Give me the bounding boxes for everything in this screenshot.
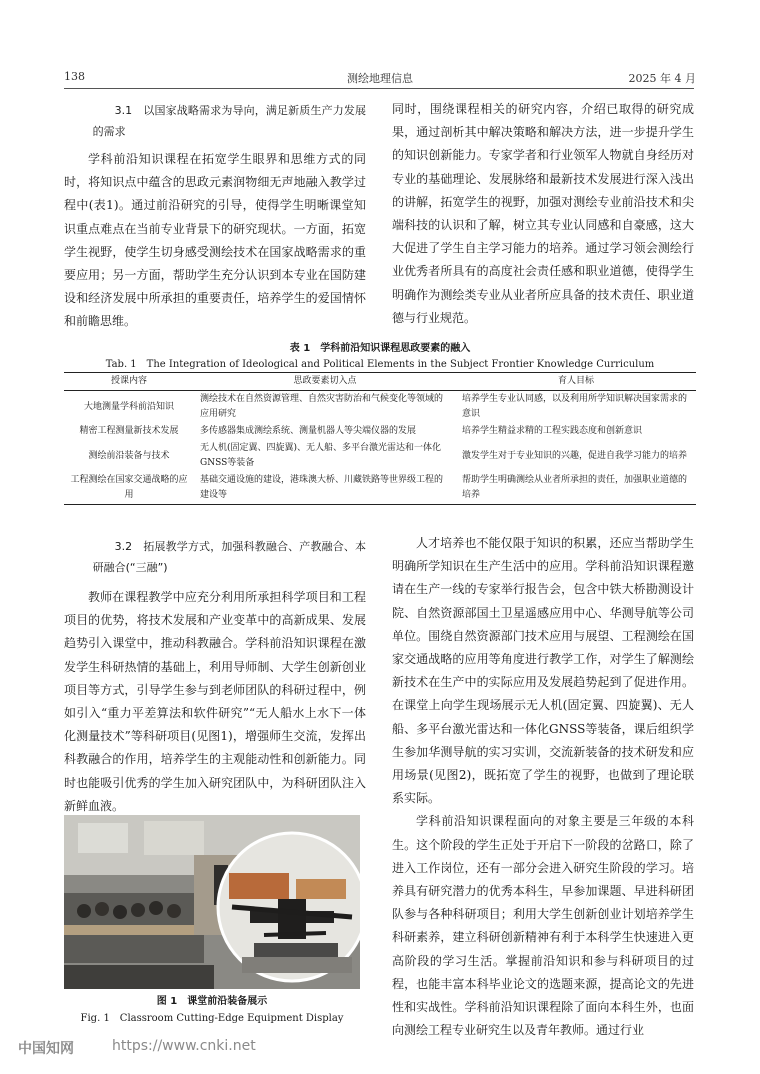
figure-1-photo <box>64 815 360 989</box>
paragraph: 学科前沿知识课程在拓宽学生眼界和思维方式的同时，将知识点中蕴含的思政元素润物细无声地融入教学过程中(表1)。通过前沿研究的引导，使得学生明晰课堂知识重点难点在当前专业背景下的研究现状。一方面，拓宽学生视野，使学生切身感受测绘技术在国家战略需求的重要应用；另一方面，帮助学生充分认识到本专业在国防建设和经济发展中所承担的重要责任，培养学生的爱国情怀和前瞻思维。 <box>64 152 366 329</box>
paragraph: 人才培养也不能仅限于知识的积累，还应当帮助学生明确所学知识在生产生活中的应用。学科前沿知识课程邀请在生产一线的专家举行报告会，包含中铁大桥勘测设计院、自然资源部国土卫星遥感应用中心、华测导航等公司单位。围绕自然资源部门技术应用与展望、工程测绘在国家交通战略的应用等角度进行教学工作，对学生了解测绘新技术在生产中的实际应用及发展趋势起到了促进作用。在课堂上向学生现场展示无人机(固定翼、四旋翼)、无人船、多平台激光雷达和一体化GNSS等装备，课后组织学生参加华测导航的实习实训，交流新装备的技术研发和应用场景(见图2)，既拓宽了学生的视野，也做到了理论联系实际。 <box>392 536 694 806</box>
page-number: 138 <box>64 70 85 83</box>
figure-caption-en: Fig. 1 Classroom Cutting-Edge Equipment Display <box>80 1013 344 1024</box>
paragraph: 教师在课程教学中应充分利用所承担科学项目和工程项目的优势，将技术发展和产业变革中的高新成果、发展趋势引入课堂中，推动科教融合。学科前沿知识课程在激发学生科研热情的基础上，利用导师制、大学生创新创业项目等方式，引导学生参与到老师团队的科研过程中，例如引入“重力平差算法和软件研究”“无人船水上水下一体化测量技术”等科研项目(见图1)，增强师生交流，发挥出科教融合的作用，培养学生的主观能动性和创新能力。同时也能吸引优秀的学生加入研究团队中，为科研团队注入新鲜血液。 <box>64 590 366 813</box>
classroom-equipment-photo <box>64 815 360 989</box>
table-cell: 测绘前沿装备与技术 <box>88 450 170 461</box>
paragraph: 同时，围绕课程相关的研究内容，介绍已取得的研究成果，通过剖析其中解决策略和解决方法，进一步提升学生的知识创新能力。专家学者和行业领军人物就自身经历对专业的基础理论、发展脉络和最新技术发展进行深入浅出的讲解，拓宽学生的视野，加强对测绘专业前沿技术和尖端科技的认识和了解，树立其专业认同感和自豪感，这大大促进了学生自主学习能力的培养。通过学习领会测绘行业优秀者所具有的高度社会责任感和职业道德，使得学生明确作为测绘类专业从业者所应具备的技术责任、职业道德与行业规范。 <box>392 102 694 325</box>
issue-date: 2025 年 4 月 <box>628 72 696 85</box>
table-caption-zh: 表 1 学科前沿知识课程思政要素的融入 <box>289 343 471 354</box>
left-column-bottom <box>64 536 366 818</box>
section-title-3-1: 3.1 以国家战略需求为导向，满足新质生产力发展的需求 <box>92 104 366 138</box>
paragraph: 学科前沿知识课程面向的对象主要是三年级的本科生。这个阶段的学生正处于开启下一阶段的岔路口，除了进入工作岗位，还有一部分会进入研究生阶段的学习。培养具有研究潜力的优秀本科生，早参加课题、早进科研团队参与各种科研项目；利用大学生创新创业计划培养学生科研素养，建立科研创新精神有利于本科学生快速进入更高阶段的学习生活。掌握前沿知识和参与科研项目的过程，也能丰富本科毕业论文的选题来源，提高论文的先进性和实战性。学科前沿知识课程除了面向本科生外，也面向测绘工程专业研究生以及青年教师。通过行业 <box>392 814 694 1038</box>
cnki-logo-text: 中国知网 <box>18 1041 74 1057</box>
table-cell: 工程测绘在国家交通战略的应用 <box>64 472 194 505</box>
table-caption-en: Tab. 1 The Integration of Ideological and Political Elements in the Subject Frontier Knowledge Curriculum <box>105 359 655 370</box>
figure-caption-zh: 图 1 课堂前沿装备展示 <box>156 996 268 1007</box>
section-title-3-2: 3.2 拓展教学方式，加强科教融合、产教融合、本研融合(“三融”) <box>92 540 366 574</box>
table-1 <box>64 372 696 505</box>
table-cell: 测绘技术在自然资源管理、自然灾害防治和气候变化等领域的应用研究 <box>200 394 444 419</box>
table-cell: 精密工程测量新技术发展 <box>79 426 179 436</box>
table-header-cell: 授课内容 <box>64 373 194 391</box>
table-cell: 培养学生专业认同感，以及利用所学知识解决国家需求的意识 <box>462 394 688 419</box>
left-column-top <box>64 100 366 334</box>
table-cell: 大地测量学科前沿知识 <box>83 401 174 412</box>
cnki-url-link[interactable]: https://www.cnki.net <box>112 1038 256 1054</box>
table-cell: 帮助学生明确测绘从业者所承担的责任，加强职业道德的培养 <box>456 472 696 505</box>
table-header-cell: 育人目标 <box>456 373 696 391</box>
table-row <box>64 391 696 424</box>
table-cell: 多传感器集成测绘系统、测量机器人等尖端仪器的发展 <box>200 426 417 436</box>
table-header-cell: 思政要素切入点 <box>194 373 456 391</box>
table-cell: 激发学生对于专业知识的兴趣，促进自我学习能力的培养 <box>462 450 688 461</box>
table-cell: 基础交通设施的建设，港珠澳大桥、川藏铁路等世界级工程的建设等 <box>194 472 456 505</box>
table-cell: 培养学生精益求精的工程实践态度和创新意识 <box>462 426 643 436</box>
table-cell: 无人机(固定翼、四旋翼)、无人船、多平台激光雷达和一体化GNSS等装备 <box>200 443 442 468</box>
right-column-bottom <box>392 532 694 1042</box>
header-rule <box>64 88 694 89</box>
journal-title: 测绘地理信息 <box>347 72 413 85</box>
table-row <box>64 472 696 505</box>
table-header-row <box>64 373 696 391</box>
table-row <box>64 440 696 472</box>
table-row <box>64 423 696 440</box>
right-column-top <box>392 98 694 330</box>
